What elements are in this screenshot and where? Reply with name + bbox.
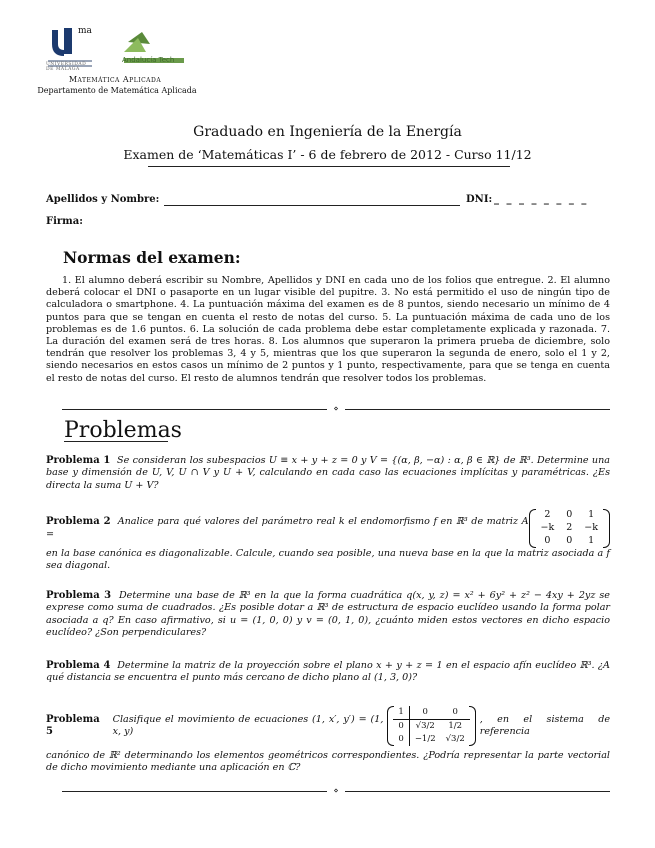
name-label: Apellidos y Nombre: xyxy=(46,194,160,205)
section-divider: ⋄ xyxy=(62,405,610,414)
problems-heading-underline xyxy=(64,441,168,442)
problem-3: Problema 3 Determine una base de ℝ³ en la que la forma cuadrática q(x, y, z) = x² + 6y² + z² − 4xy + 2yz se exprese como suma de cuadrados. ¿Es posible dotar a ℝ³ de estructura de espacio euclídeo usando la forma polar asociada a q? En caso afirmativo, si u = (1, 0, 0) y v = (0, 1, 0), ¿cuánto miden estos vectores en dicho espacio euclídeo? ¿Son perpendiculares? xyxy=(46,590,610,639)
section-divider-bottom: ⋄ xyxy=(62,787,610,796)
matrix-A: 2 0 1 −k 2 −k 0 0 1 xyxy=(529,509,610,548)
problem-1: Problema 1 Se consideran los subespacios U ≡ x + y + z = 0 y V = {(α, β, −α) : α, β ∈ ℝ} de ℝ³. Determine una base y dimensión de U, V, U ∩ V y U + V, calculando en cada caso las ecuaciones implícitas y paramétricas. ¿Es directa la suma U + V? xyxy=(46,455,610,491)
problem-2: Problema 2 Analice para qué valores del parámetro real k el endomorfismo f en ℝ³ de matriz A = 2 0 1 −k 2 −k 0 0 1 en la base canónica es diagonalizable. Calcule, cuando sea posible, una nueva base en la que la matriz asociada a f sea diagonal. xyxy=(46,509,610,572)
problem-4: Problema 4 Determine la matriz de la proyección sobre el plano x + y + z = 1 en el espacio afín euclídeo ℝ³. ¿A qué distancia se encuentra el punto más cercano de dicho plano al (1, 3, 0)? xyxy=(46,660,610,684)
movement-matrix: 1 0 0 0 √3/2 1/2 0 −1/2 √3/2 xyxy=(387,706,475,746)
dni-field[interactable]: _ _ _ _ _ _ _ _ xyxy=(494,194,589,205)
rules-text: 1. El alumno deberá escribir su Nombre, Apellidos y DNI en cada uno de los folios que entregue. 2. El alumno deberá colocar el DNI o pasaporte en un lugar visible del pupitre. 3. No está permitido el uso de ningún tipo de calculadora o smartphone. 4. La puntuación máxima del examen es de 8 puntos, siendo necesario un mínimo de 4 puntos para que se tengan en cuenta el resto de notas del curso. 5. La puntuación máxima de cada uno de los problemas es de 1.6 puntos. 6. La solución de cada problema debe estar completamente explicada y razonada. 7. La duración del examen será de tres horas. 8. Los alumnos que superaron la primera prueba de diciembre, solo tendrán que resolver los problemas 3, 4 y 5, mientras que los que superaron la segunda de enero, solo el 1 y 2, siendo necesarios en estos casos un mínimo de 2 puntos y 1 punto, respectivamente, para que se tenga en cuenta el resto de notas del curso. El resto de alumnos tendrán que resolver todos los problemas. xyxy=(46,275,610,384)
problem-5: Problema 5 Clasifique el movimiento de ecuaciones (1, x′, y′) = (1, x, y) 1 0 0 0 √3/2 1/2 0 −1/2 √3/2 , en el sistema de referencia canónico de ℝ² determinando los elementos geométricos correspondientes. ¿Podría representar la parte vectorial de dicho movimiento mediante una aplicación en ℂ? xyxy=(46,707,611,774)
rules-heading: Normas del examen: xyxy=(63,248,241,267)
exam-subtitle: Examen de ‘Matemáticas I’ - 6 de febrero de 2012 - Curso 11/12 xyxy=(123,147,532,162)
department: Departamento de Matemática Aplicada xyxy=(37,86,197,95)
title-rule xyxy=(148,166,510,167)
uma-small-text: UNIVERSIDAD DE MÁLAGA xyxy=(46,62,87,72)
name-field-line[interactable] xyxy=(164,205,460,206)
uma-mark: ma xyxy=(78,26,92,36)
exam-title: Graduado en Ingeniería de la Energía xyxy=(193,124,462,140)
problems-heading: Problemas xyxy=(64,418,182,443)
affiliation: Matemática Aplicada xyxy=(68,75,162,84)
dni-label: DNI: xyxy=(466,194,493,205)
signature-label: Firma: xyxy=(46,216,83,227)
andalucia-tech-label: Andalucía Tech xyxy=(122,56,175,64)
